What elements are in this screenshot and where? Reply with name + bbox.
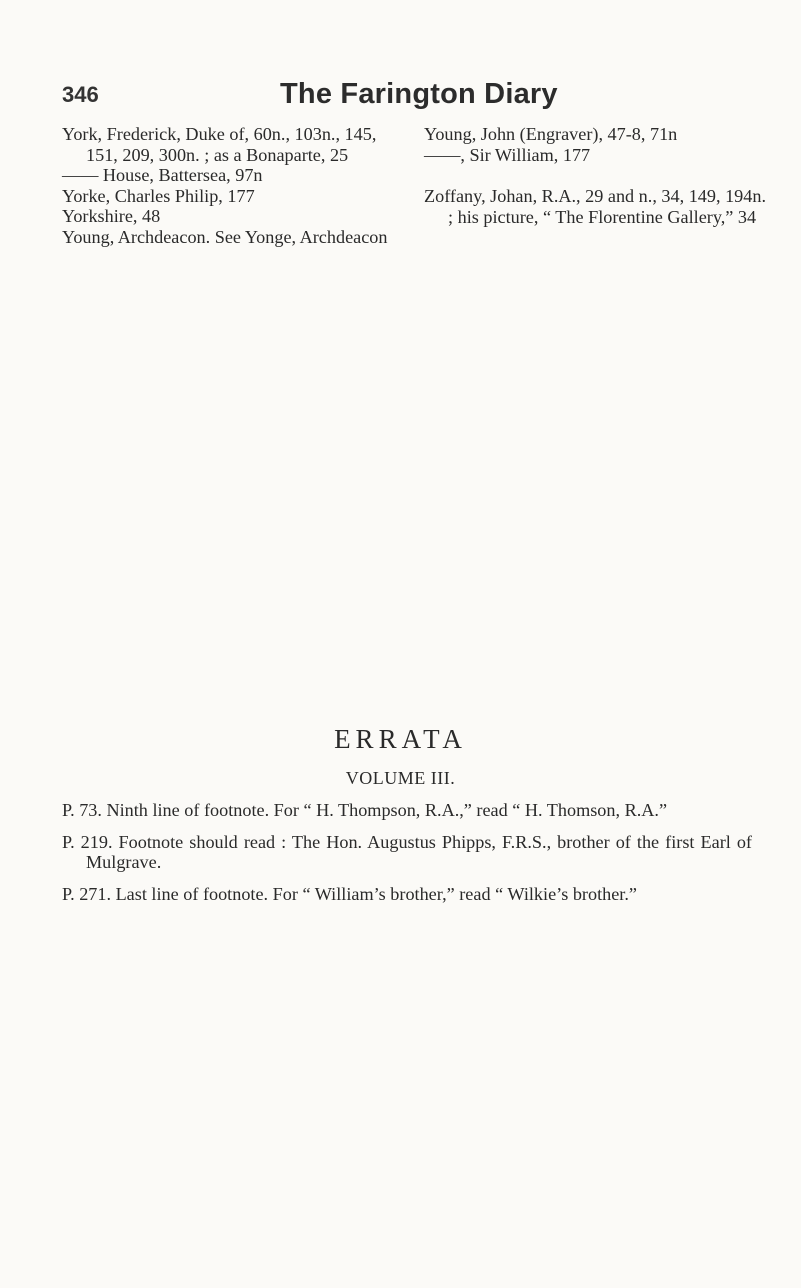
erratum-item: P. 73. Ninth line of footnote. For “ H. Thompson, R.A.,” read “ H. Thomson, R.A.” <box>62 800 668 820</box>
index-entry: Young, Archdeacon. See Yonge, Archdeacon <box>62 226 388 247</box>
errata-list <box>62 800 752 915</box>
index-entry: ——, Sir William, 177 <box>424 144 591 165</box>
index-entry: Zoffany, Johan, R.A., 29 and n., 34, 149, 194n. ; his picture, “ The Florentine Gallery,” 34 <box>424 186 766 227</box>
index-column-left <box>62 124 402 248</box>
index-column-right <box>424 124 769 227</box>
errata-volume: VOLUME III. <box>345 768 456 788</box>
index-entry: Yorkshire, 48 <box>62 206 161 227</box>
errata-title: ERRATA <box>334 724 467 754</box>
page-header <box>62 78 752 118</box>
index-entry: Young, John (Engraver), 47-8, 71n <box>424 124 678 144</box>
index-entry: York, Frederick, Duke of, 60n., 103n., 145, 151, 209, 300n. ; as a Bonaparte, 25 <box>62 124 377 165</box>
running-head: The Farington Diary <box>280 78 558 110</box>
index-entry: —— House, Battersea, 97n <box>62 165 263 186</box>
index-entry: Yorke, Charles Philip, 177 <box>62 185 255 206</box>
page-number: 346 <box>62 82 99 107</box>
erratum-item: P. 219. Footnote should read : The Hon. Augustus Phipps, F.R.S., brother of the first Earl of Mulgrave. <box>62 831 752 873</box>
erratum-item: P. 271. Last line of footnote. For “ William’s brother,” read “ Wilkie’s brother.” <box>62 883 637 904</box>
